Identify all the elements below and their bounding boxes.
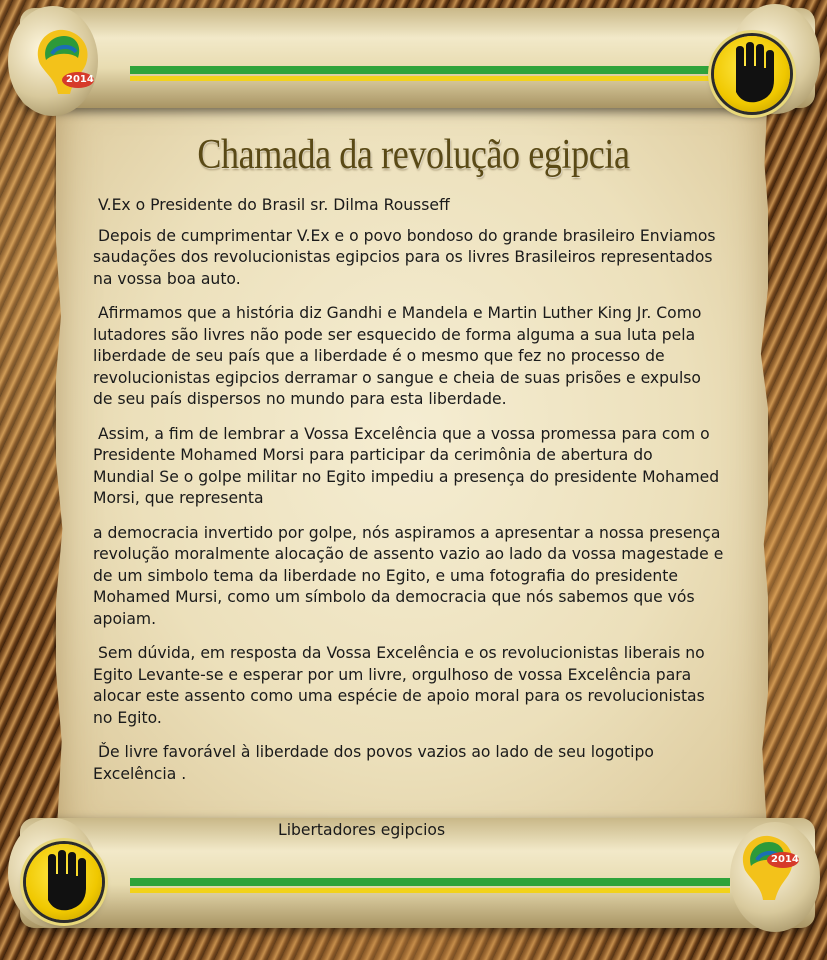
letter-paragraph: Depois de cumprimentar V.Ex e o povo bondoso do grande brasileiro Enviamos saudações dos revolucionistas egipcios para os livres Brasileiros representados na vossa boa auto. (93, 226, 716, 288)
rabia-hand-icon (26, 844, 102, 920)
letter-title: Chamada da revolução egipcia (197, 132, 630, 178)
rabia-hand-icon (714, 36, 790, 112)
letter-paragraph: Sem dúvida, em resposta da Vossa Excelência e os revolucionistas liberais no Egito Levante-se e esperar por um livre, orgulhoso de vossa Excelência para alocar este assento como uma espécie de apoio moral para os revolucionistas no Egito. (93, 644, 705, 727)
letter-body (93, 195, 773, 798)
letter-paragraph: Afirmamos que a história diz Gandhi e Mandela e Martin Luther King Jr. Como lutadores são livres não pode ser esquecido de forma alguma a sua luta pela liberdade de seu país que a liberdade é o mesmo que fez no processo de revolucionistas egipcios derramar o sangue e cheia de suas prisões e expulso de seu país dispersos no mundo para esta liberdade. (93, 304, 702, 408)
letter-signature: Libertadores egipcios (278, 821, 446, 839)
letter-paragraph: Ďe livre favorável à liberdade dos povos vazios ao lado de seu logotipo Excelência . (93, 743, 654, 783)
world-cup-year: 2014 (66, 74, 94, 85)
scroll-top-roller (20, 8, 815, 108)
green-stripe (130, 878, 730, 886)
letter-paragraph: Assim, a fim de lembrar a Vossa Excelência que a vossa promessa para com o Presidente Mohamed Morsi para participar da cerimônia de abertura do Mundial Se o golpe militar no Egito impediu a presença do presidente Mohamed Morsi, que representa (93, 424, 720, 507)
letter-paragraph: a democracia invertido por golpe, nós aspiramos a apresentar a nossa presença revolução moralmente alocação de assento vazio ao lado da vossa magestade e de um simbolo tema da liberdade no Egito, e uma fotografia do presidente Mohamed Mursi, como um símbolo da democracia que nós sabemos que vós apoiam. (93, 523, 724, 628)
letter-salutation: V.Ex o Presidente do Brasil sr. Dilma Rousseff (93, 196, 450, 214)
green-stripe (130, 66, 730, 74)
yellow-stripe (130, 888, 730, 893)
world-cup-year: 2014 (771, 854, 799, 865)
yellow-stripe (130, 76, 730, 81)
world-cup-logo-icon (735, 830, 805, 904)
world-cup-logo-icon (30, 24, 100, 98)
